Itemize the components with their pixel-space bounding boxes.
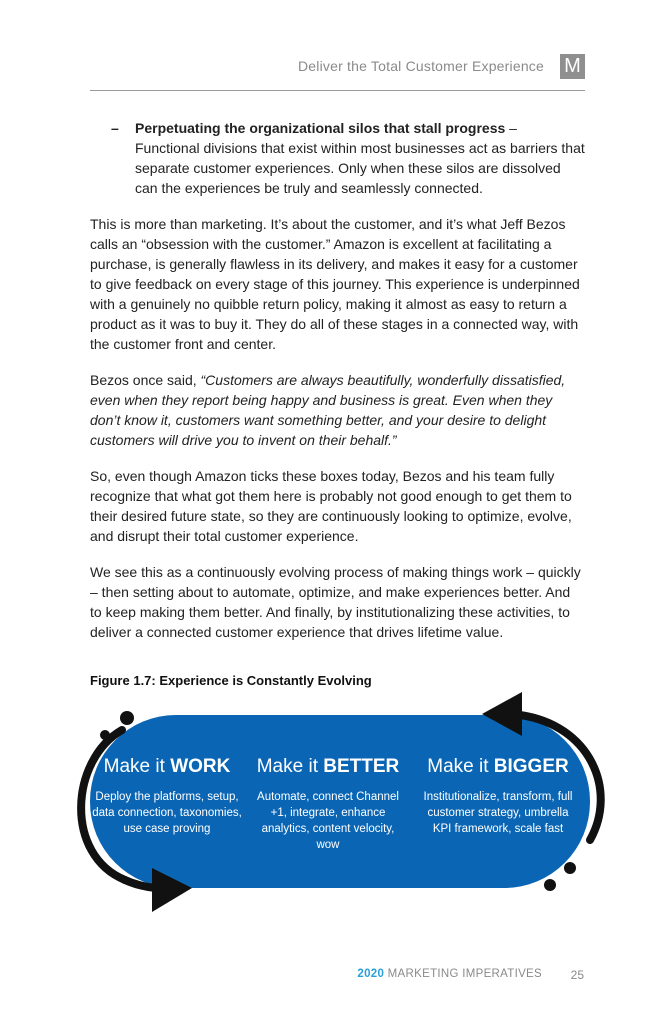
page-number: 25 [570, 968, 584, 982]
left-dot-1 [120, 711, 134, 725]
bullet-text: – Functional divisions that exist within most businesses act as barriers that separate customer experiences. Only when these silos are dissolved can the experiences be truly and seamlessly connected. [135, 120, 585, 196]
bullet-dash: – [111, 120, 119, 136]
paragraph-1: This is more than marketing. It’s about the customer, and it’s what Jeff Bezos calls an “obsession with the customer.” Amazon is excellent at facilitating a purchase, is generally flawless in its delivery, and makes it easy for a customer to give feedback on every stage of this journey. This experience is underpinned with a genuinely no quibble return policy, making it almost as easy to return a product as it was to buy it. They do all of these stages in a connected way, with the customer front and center. [90, 216, 580, 352]
left-dot-2 [100, 730, 110, 740]
column-better [250, 754, 406, 853]
column-title [92, 754, 242, 780]
footer-title [357, 968, 542, 980]
paragraph-3: So, even though Amazon ticks these boxes today, Bezos and his team fully recognize that what got them here is probably not good enough to get them to their desired future state, so they are continuously looking to optimize, evolve, and disrupt their total customer experience. [90, 468, 572, 544]
column-prefix: Make it [103, 756, 171, 777]
column-prefix: Make it [427, 756, 494, 777]
right-dot-1 [564, 862, 576, 874]
figure-caption: Figure 1.7: Experience is Constantly Evolving [90, 673, 372, 688]
bullet-lead: Perpetuating the organizational silos that stall progress [135, 120, 506, 136]
column-title [420, 754, 576, 780]
column-description: Institutionalize, transform, full customer strategy, umbrella KPI framework, scale fast [423, 791, 573, 835]
page-header [90, 52, 585, 91]
paragraph-2 [90, 370, 585, 450]
column-keyword: WORK [170, 756, 231, 777]
column-keyword: BIGGER [493, 756, 569, 777]
column-description: Automate, connect Channel +1, integrate, enhance analytics, content velocity, wow [257, 791, 399, 851]
column-work [92, 754, 242, 837]
evolution-diagram [70, 690, 610, 920]
quote-intro: Bezos once said, [90, 372, 201, 388]
column-prefix: Make it [256, 756, 324, 777]
column-description: Deploy the platforms, setup, data connection, taxonomies, use case proving [92, 791, 242, 835]
column-keyword: BETTER [323, 756, 400, 777]
column-bigger [420, 754, 576, 837]
right-dot-2 [544, 879, 556, 891]
body-text [90, 118, 585, 658]
bullet-item [90, 118, 585, 198]
footer-label: MARKETING IMPERATIVES [384, 968, 542, 980]
paragraph-4: We see this as a continuously evolving process of making things work – quickly – then setting about to automate, optimize, and make experiences better. And to keep making them better. And finally, by institutionalizing these activities, to deliver a connected customer experience that drives lifetime value. [90, 564, 581, 640]
footer-year: 2020 [357, 968, 385, 980]
header-title: Deliver the Total Customer Experience [297, 58, 544, 74]
bezos-quote: “Customers are always beautifully, wonderfully dissatisfied, even when they report being happy and business is great. Even when they don’t know it, customers want something better, and your desire to delight customers will drive you to invent on their behalf.” [90, 372, 566, 448]
column-title [250, 754, 406, 780]
brand-logo: M [560, 54, 585, 79]
